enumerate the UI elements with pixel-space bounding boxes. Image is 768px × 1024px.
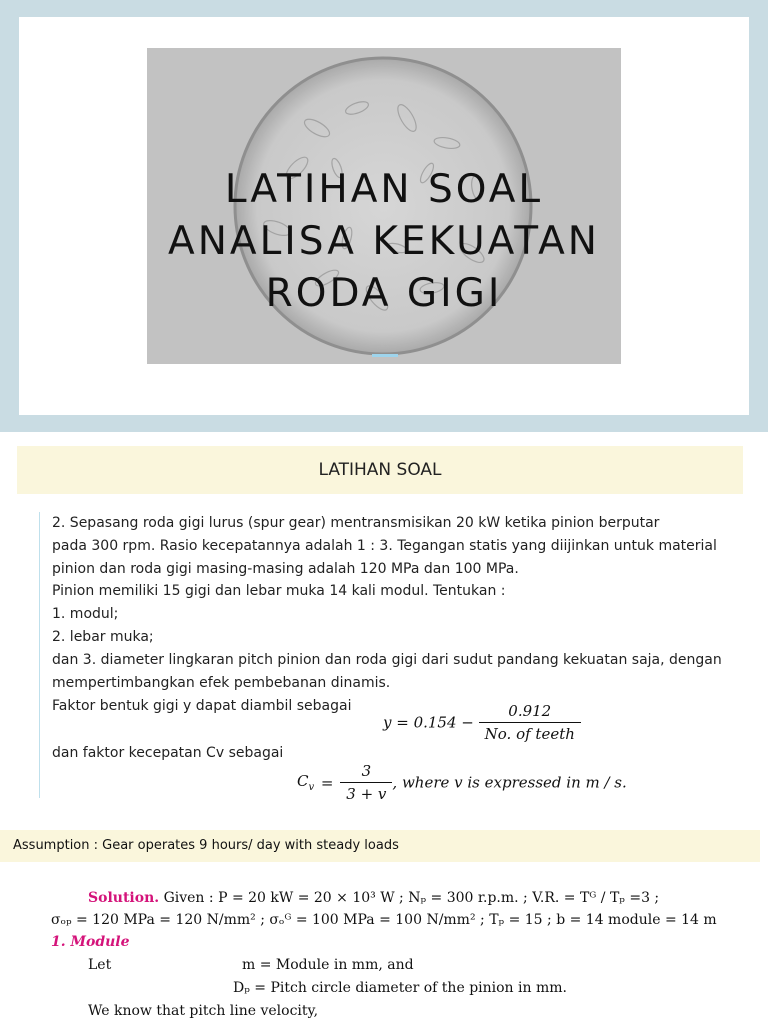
solution-stress-line: σₒₚ = 120 MPa = 120 N/mm² ; σₒᴳ = 100 MPa = 100 N/mm² ; Tₚ = 15 ; b = 14 module = 14 m <box>51 912 717 928</box>
formula-lhs: y = 0.154 − <box>383 713 474 732</box>
formula-lhs: C <box>297 772 309 790</box>
formula-denominator: No. of teeth <box>484 725 575 743</box>
formula-fraction <box>340 762 392 803</box>
formula-fraction <box>479 702 581 743</box>
formula-equals: = <box>320 773 334 792</box>
module-heading-text: 1. Module <box>51 934 130 950</box>
problem-line: pinion dan roda gigi masing-masing adalah 120 MPa dan 100 MPa. <box>52 561 519 577</box>
formula-numerator: 3 <box>340 762 392 783</box>
slide-title-line: RODA GIGI <box>265 271 503 316</box>
title-slide-card <box>19 17 749 415</box>
slide-title-line: ANALISA KEKUATAN <box>168 219 600 264</box>
formula-tail: , where v is expressed in m / s. <box>392 773 627 792</box>
formula-denominator: 3 + v <box>346 785 387 803</box>
slide-progress-indicator <box>372 354 398 357</box>
let-definition-module: m = Module in mm, and <box>242 957 414 973</box>
title-background-image <box>147 48 621 364</box>
formula-numerator: 0.912 <box>479 702 581 723</box>
problem-line: pada 300 rpm. Rasio kecepatannya adalah 1 : 3. Tegangan statis yang diijinkan untuk material <box>52 538 717 554</box>
formula-subscript: v <box>308 782 315 793</box>
problem-line: 2. lebar muka; <box>52 629 154 645</box>
problem-line: dan 3. diameter lingkaran pitch pinion dan roda gigi dari sudut pandang kekuatan saja, dengan <box>52 652 722 668</box>
solution-label: Solution. <box>88 890 160 906</box>
problem-line: mempertimbangkan efek pembebanan dinamis. <box>52 675 391 691</box>
module-heading <box>51 934 130 950</box>
problem-line: Faktor bentuk gigi y dapat diambil sebagai <box>52 698 352 714</box>
form-factor-formula <box>383 702 581 743</box>
problem-slide <box>0 432 768 826</box>
problem-line: 2. Sepasang roda gigi lurus (spur gear) mentransmisikan 20 kW ketika pinion berputar <box>52 515 660 531</box>
assumption-bar <box>0 830 760 862</box>
heading-bar <box>17 446 743 494</box>
problem-line: Pinion memiliki 15 gigi dan lebar muka 14 kali modul. Tentukan : <box>52 583 506 599</box>
solution-given-line <box>88 890 659 906</box>
left-accent-rule <box>39 512 40 798</box>
slide-heading: LATIHAN SOAL <box>318 460 442 480</box>
problem-line: 1. modul; <box>52 606 119 622</box>
title-slide <box>0 0 768 432</box>
assumption-text: Assumption : Gear operates 9 hours/ day with steady loads <box>13 838 399 853</box>
let-definition-diameter: Dₚ = Pitch circle diameter of the pinion in mm. <box>233 980 567 996</box>
problem-line: dan faktor kecepatan Cv sebagai <box>52 745 284 761</box>
slide-title-line: LATIHAN SOAL <box>224 167 544 212</box>
pitch-velocity-line: We know that pitch line velocity, <box>88 1003 319 1019</box>
let-label: Let <box>88 957 112 973</box>
slide-title <box>147 164 621 320</box>
velocity-factor-formula <box>297 762 627 803</box>
solution-slide <box>0 826 768 1024</box>
solution-given-text: Given : P = 20 kW = 20 × 10³ W ; Nₚ = 300 r.p.m. ; V.R. = Tᴳ / Tₚ =3 ; <box>163 890 660 906</box>
